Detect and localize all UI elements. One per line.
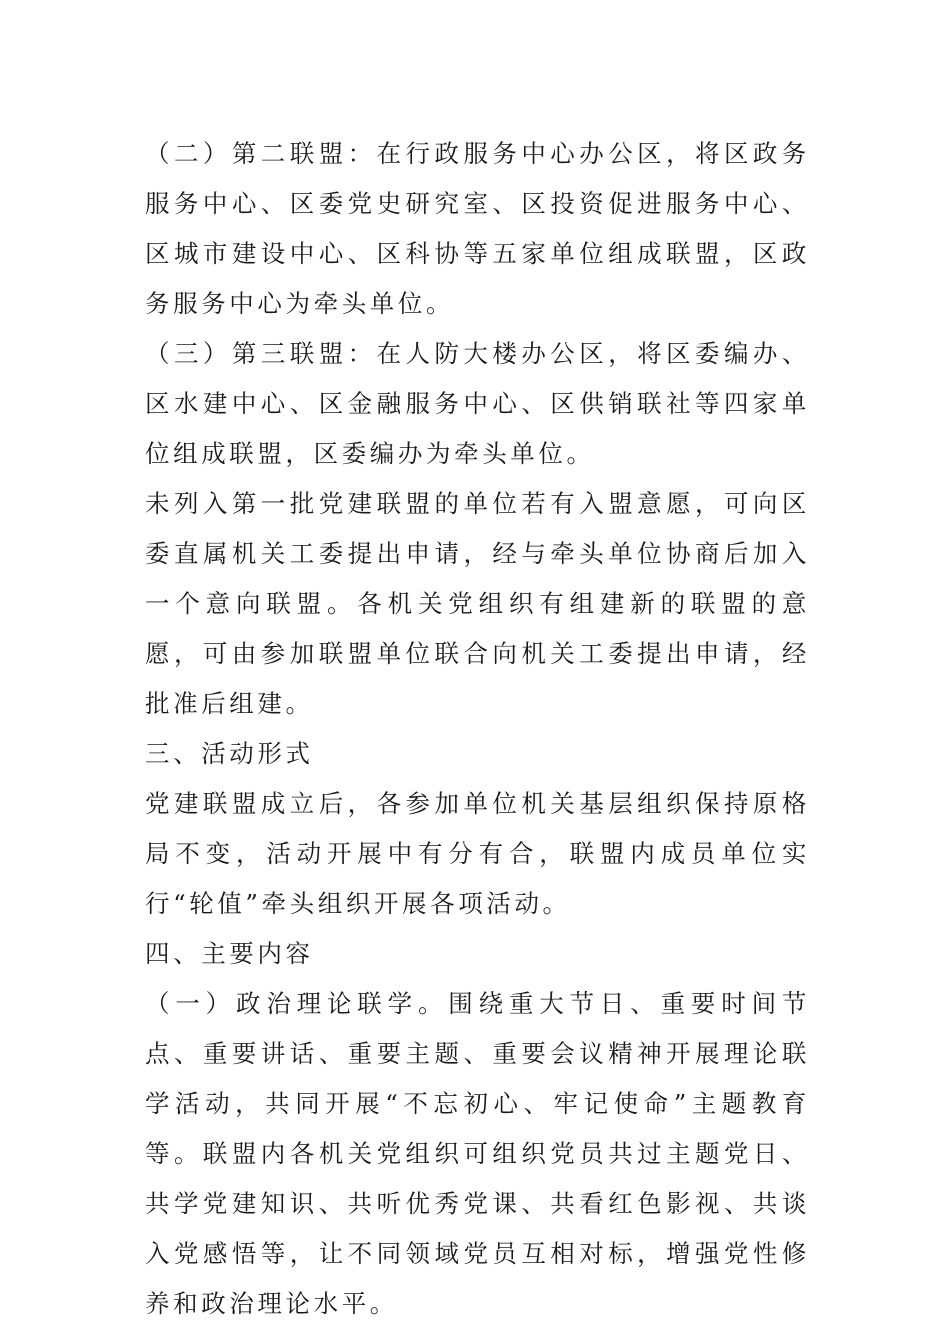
paragraph-third-alliance: （三）第三联盟：在人防大楼办公区，将区委编办、区水建中心、区金融服务中心、区供销联社等四家单位组成联盟，区委编办为牵头单位。	[145, 339, 810, 468]
section-heading-main-content: 四、主要内容	[145, 939, 314, 968]
document-page	[145, 129, 810, 1329]
paragraph-political-theory: （一）政治理论联学。围绕重大节日、重要时间节点、重要讲话、重要主题、重要会议精神开展理论联学活动，共同开展“不忘初心、牢记使命”主题教育等。联盟内各机关党组织可组织党员共过主题党日、共学党建知识、共听优秀党课、共看红色影视、共谈入党感悟等，让不同领域党员互相对标，增强党性修养和政治理论水平。	[145, 989, 810, 1318]
paragraph-join-alliance: 未列入第一批党建联盟的单位若有入盟意愿，可向区委直属机关工委提出申请，经与牵头单位协商后加入一个意向联盟。各机关党组织有组建新的联盟的意愿，可由参加联盟单位联合向机关工委提出申请，经批准后组建。	[145, 489, 810, 718]
paragraph-activity-form: 党建联盟成立后，各参加单位机关基层组织保持原格局不变，活动开展中有分有合，联盟内成员单位实行“轮值”牵头组织开展各项活动。	[145, 789, 810, 918]
paragraph-second-alliance: （二）第二联盟：在行政服务中心办公区，将区政务服务中心、区委党史研究室、区投资促进服务中心、区城市建设中心、区科协等五家单位组成联盟，区政务服务中心为牵头单位。	[145, 139, 810, 318]
section-heading-activity-form: 三、活动形式	[145, 739, 314, 768]
